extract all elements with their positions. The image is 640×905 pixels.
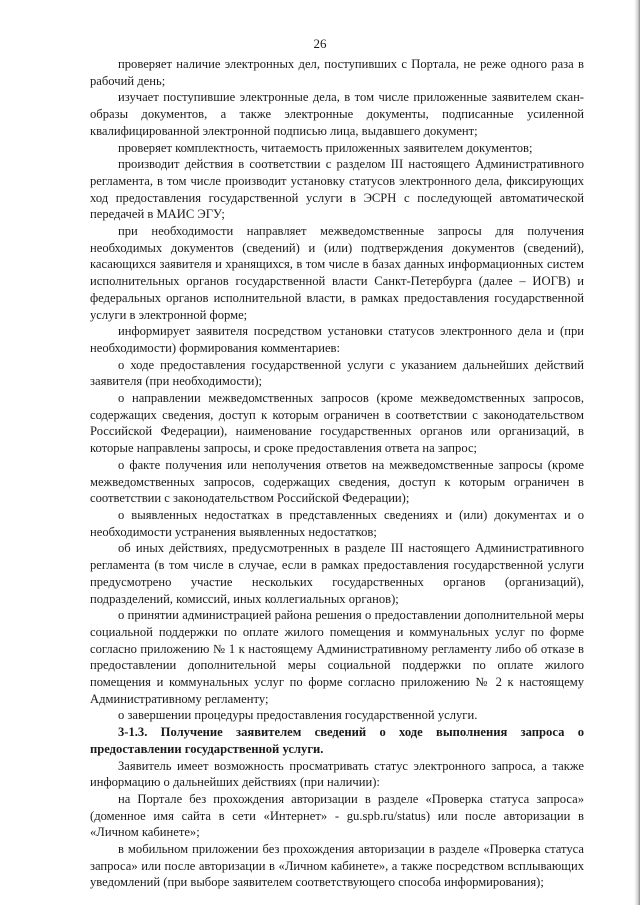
paragraph: информирует заявителя посредством установки статусов электронного дела и (при необходимости) формирования комментариев: (90, 324, 584, 355)
paragraph: проверяет наличие электронных дел, поступивших с Портала, не реже одного раза в рабочий день; (90, 57, 584, 88)
page-edge-shadow (634, 0, 640, 905)
document-body (90, 56, 584, 891)
paragraph: о принятии администрацией района решения о предоставлении дополнительной меры социальной поддержки по оплате жилого помещения и коммунальных услуг по форме согласно приложению № 1 к настоящему Административному регламенту либо об отказе в предоставлении дополнительной меры социальной поддержки по оплате жилого помещения и коммунальных услуг по форме согласно приложению № 2 к настоящему Административному регламенту; (90, 608, 584, 706)
paragraph: производит действия в соответствии с разделом III настоящего Административного регламента, в том числе производит установку статусов электронного дела, фиксирующих ход предоставления государственной услуги в ЭСРН с последующей автоматической передачей в МАИС ЭГУ; (90, 157, 584, 222)
paragraph: проверяет комплектность, читаемость приложенных заявителем документов; (118, 140, 533, 155)
paragraph: о факте получения или неполучения ответов на межведомственные запросы (кроме межведомственных запросов, содержащих сведения, доступ к которым ограничен в соответствии с законодательством Российской Федерации); (90, 457, 584, 506)
paragraph: об иных действиях, предусмотренных в разделе III настоящего Административного регламента (в том числе в случае, если в рамках предоставления государственной услуги предусмотрено участие нескольких государственных органов (организаций), подразделений, комиссий, иных коллегиальных органов); (90, 541, 584, 606)
paragraph: о направлении межведомственных запросов (кроме межведомственных запросов, содержащих сведения, доступ к которым ограничен в соответствии с законодательством Российской Федерации), наименование государственных органов или организаций, в которые направлены запросы, и сроке предоставления ответа на запрос; (90, 391, 584, 456)
paragraph: на Портале без прохождения авторизации в разделе «Проверка статуса запроса» (доменное имя сайта в сети «Интернет» - gu.spb.ru/status) или после авторизации в «Личном кабинете»; (90, 791, 584, 840)
paragraph: о завершении процедуры предоставления государственной услуги. (118, 708, 478, 723)
paragraph: о ходе предоставления государственной услуги с указанием дальнейших действий заявителя (при необходимости); (90, 357, 584, 389)
paragraph: при необходимости направляет межведомственные запросы для получения необходимых документов (сведений) и (или) подтверждения документов (сведений), касающихся заявителя и хранящихся, в том числе в базах данных информационных систем исполнительных органов государственной власти Санкт-Петербурга (далее – ИОГВ) и федеральных органов исполнительной власти, в рамках предоставления государственной услуги в электронной форме; (90, 224, 584, 322)
paragraph: в мобильном приложении без прохождения авторизации в разделе «Проверка статуса запроса» или после авторизации в «Личном кабинете», а также посредством всплывающих уведомлений (при выборе заявителем соответствующего способа информирования); (90, 842, 584, 890)
section-heading: 3-1.3. Получение заявителем сведений о ходе выполнения запроса о предоставлении государственной услуги. (90, 725, 584, 756)
paragraph: Заявитель имеет возможность просматривать статус электронного запроса, а также информацию о дальнейших действиях (при наличии): (90, 758, 584, 790)
paragraph: о выявленных недостатках в представленных сведениях и (или) документах и о необходимости устранения выявленных недостатков; (90, 507, 584, 539)
paragraph: изучает поступившие электронные дела, в том числе приложенные заявителем скан-образы документов, а также электронные документы, подписанные усиленной квалифицированной электронной подписью лица, выдавшего документ; (90, 90, 584, 138)
page-number: 26 (313, 36, 327, 51)
